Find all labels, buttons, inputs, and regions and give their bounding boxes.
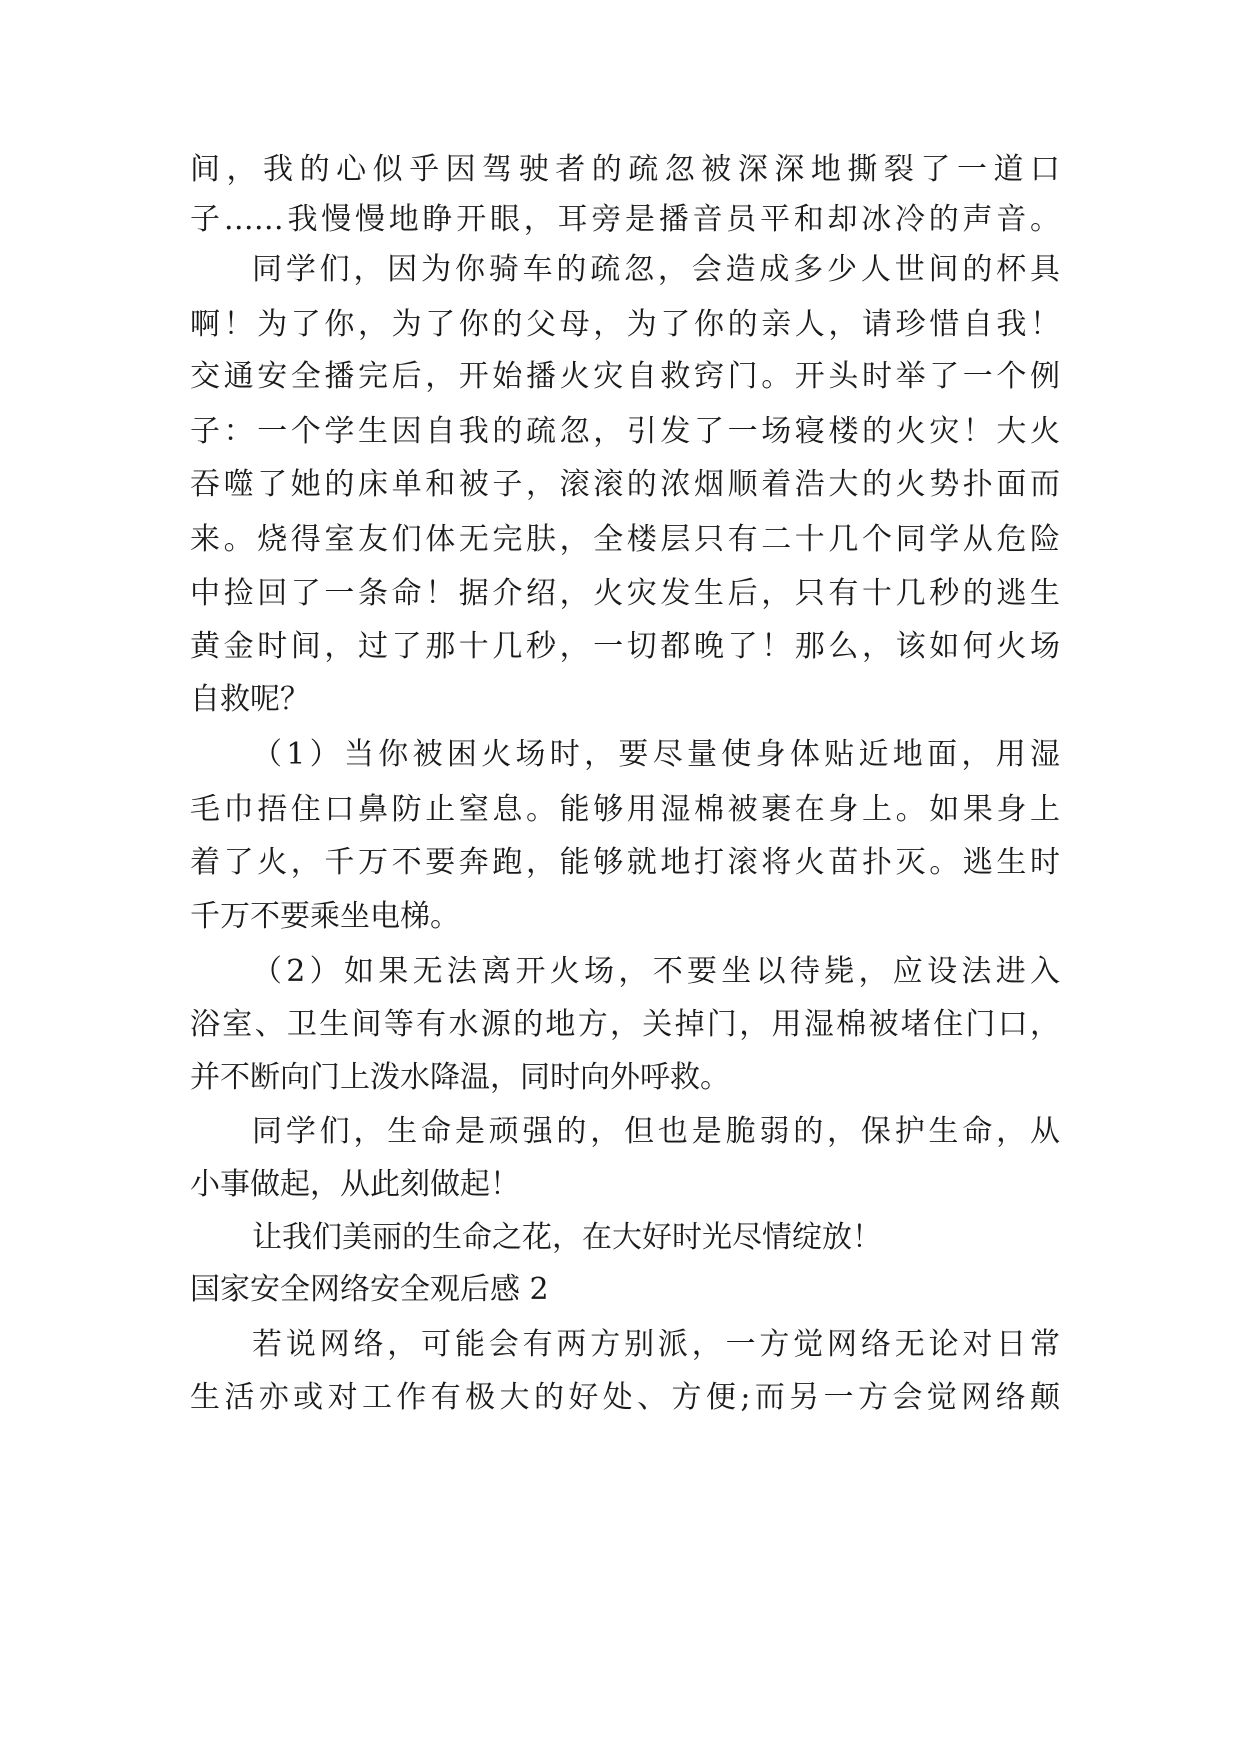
text-line: 黄金时间，过了那十几秒，一切都晚了！那么，该如何火场: [190, 629, 1060, 664]
text-line: 自救呢？: [190, 682, 310, 717]
paragraph-start: （2）如果无法离开火场，不要坐以待毙，应设法进入: [252, 954, 1060, 989]
text-line: 子：一个学生因自我的疏忽，引发了一场寝楼的火灾！大火: [190, 414, 1060, 449]
text-line: 间，我的心似乎因驾驶者的疏忽被深深地撕裂了一道口: [190, 152, 1060, 187]
text-line: 吞噬了她的床单和被子，滚滚的浓烟顺着浩大的火势扑面而: [190, 467, 1060, 502]
text-line: 着了火，千万不要奔跑，能够就地打滚将火苗扑灭。逃生时: [190, 845, 1060, 880]
paragraph-start: 让我们美丽的生命之花，在大好时光尽情绽放！: [252, 1220, 882, 1255]
section-heading: 国家安全网络安全观后感 2: [190, 1272, 549, 1307]
text-line: 子……我慢慢地睁开眼，耳旁是播音员平和却冰冷的声音。: [190, 202, 1060, 237]
paragraph-start: 若说网络，可能会有两方别派，一方觉网络无论对日常: [252, 1327, 1060, 1362]
text-line: 中捡回了一条命！据介绍，火灾发生后，只有十几秒的逃生: [190, 576, 1060, 611]
text-line: 千万不要乘坐电梯。: [190, 899, 460, 934]
paragraph-start: 同学们，生命是顽强的，但也是脆弱的，保护生命，从: [252, 1114, 1060, 1149]
paragraph-start: （1）当你被困火场时，要尽量使身体贴近地面，用湿: [252, 737, 1060, 772]
text-line: 小事做起，从此刻做起！: [190, 1167, 520, 1202]
text-line: 啊！为了你，为了你的父母，为了你的亲人，请珍惜自我！: [190, 307, 1060, 342]
text-line: 浴室、卫生间等有水源的地方，关掉门，用湿棉被堵住门口，: [190, 1007, 1060, 1042]
text-line: 生活亦或对工作有极大的好处、方便;而另一方会觉网络颠: [190, 1380, 1060, 1415]
text-line: 毛巾捂住口鼻防止窒息。能够用湿棉被裹在身上。如果身上: [190, 792, 1060, 827]
text-line: 并不断向门上泼水降温，同时向外呼救。: [190, 1060, 730, 1095]
text-line: 来。烧得室友们体无完肤，全楼层只有二十几个同学从危险: [190, 522, 1060, 557]
text-line: 交通安全播完后，开始播火灾自救窍门。开头时举了一个例: [190, 359, 1060, 394]
paragraph-start: 同学们，因为你骑车的疏忽，会造成多少人世间的杯具: [252, 252, 1060, 287]
